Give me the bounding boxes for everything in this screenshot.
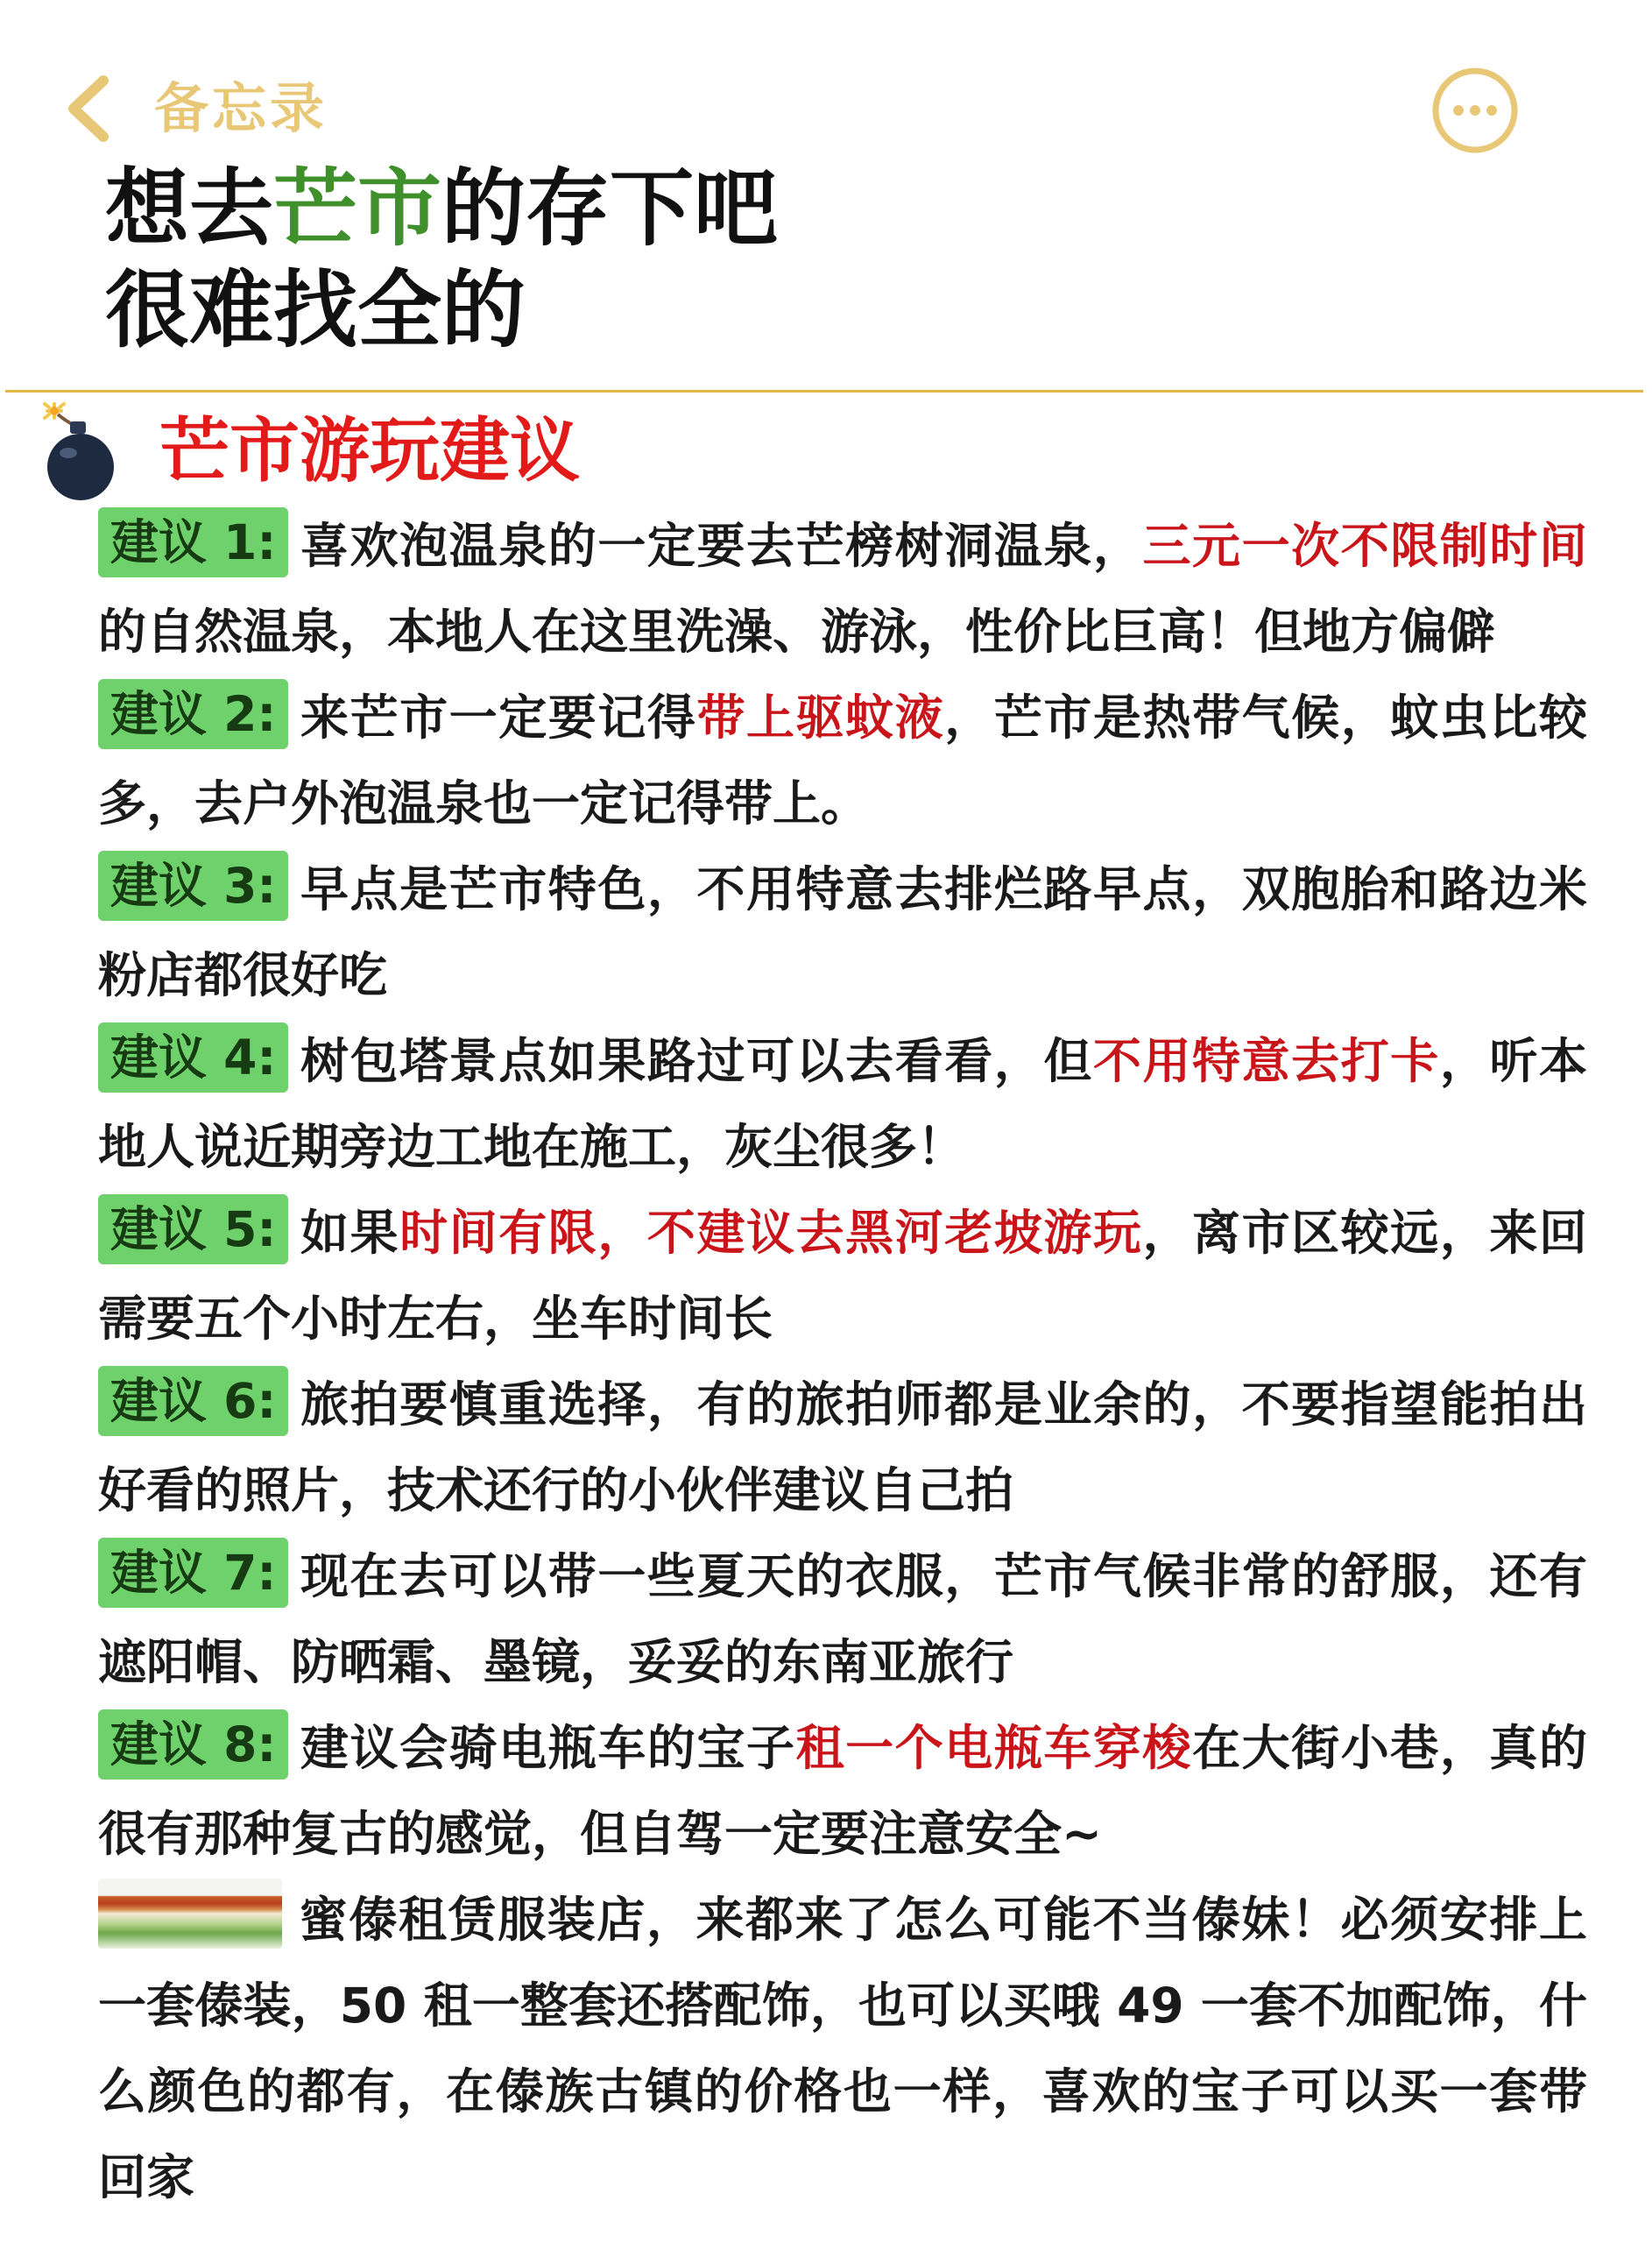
tip-tag: 建议 2: xyxy=(98,679,288,749)
tip-tag: 建议 3: xyxy=(98,851,288,921)
tip-item xyxy=(98,503,1587,675)
tip-text: ，离市区较远，来回需要五个小时左右，坐车时间长 xyxy=(98,1205,1587,1347)
shop-photo-thumbnail xyxy=(98,1879,282,1949)
tip-tag: 建议 4: xyxy=(98,1022,288,1093)
section-header xyxy=(35,399,580,504)
title-line-2: 很难找全的 xyxy=(105,261,526,359)
tip-item xyxy=(98,1190,1587,1362)
back-label: 备忘录 xyxy=(154,76,328,140)
tip-item xyxy=(98,846,1587,1018)
divider xyxy=(5,390,1643,393)
tip-tag: 建议 8: xyxy=(98,1709,288,1780)
tip-text: 现在去可以带一些夏天的衣服，芒市气候非常的舒服，还有遮阳帽、防晒霜、墨镜，妥妥的东南亚旅行 xyxy=(98,1548,1587,1690)
tip-item xyxy=(98,1877,1587,2220)
title-text-post: 的存下吧 xyxy=(441,159,778,258)
tip-tag: 建议 1: xyxy=(98,507,288,577)
tip-text: 早点是芒市特色，不用特意去排烂路早点，双胞胎和路边米粉店都很好吃 xyxy=(98,861,1587,1003)
chevron-left-icon xyxy=(61,74,116,144)
tip-text: 来芒市一定要记得 xyxy=(299,690,697,746)
title-text-pre: 想去 xyxy=(105,159,273,258)
tip-item xyxy=(98,1362,1587,1533)
title-line-1 xyxy=(105,158,1331,259)
tip-item xyxy=(98,1533,1587,1705)
tip-text: ，芒市是热带气候，蚊虫比较多，去户外泡温泉也一定记得带上。 xyxy=(98,690,1587,831)
tip-highlight-text: 租一个电瓶车穿梭 xyxy=(795,1720,1193,1776)
tip-highlight-text: 三元一次不限制时间 xyxy=(1142,518,1587,574)
tip-text: 喜欢泡温泉的一定要去芒榜树洞温泉， xyxy=(299,518,1143,574)
title-highlight: 芒市 xyxy=(273,159,441,258)
tip-item xyxy=(98,675,1587,846)
tip-text: 旅拍要慎重选择，有的旅拍师都是业余的，不要指望能拍出好看的照片，技术还行的小伙伴建议自己拍 xyxy=(98,1376,1587,1518)
tip-highlight-text: 不用特意去打卡 xyxy=(1092,1033,1440,1089)
tip-text: ，听本地人说近期旁边工地在施工，灰尘很多！ xyxy=(98,1033,1587,1175)
tip-tag: 建议 6: xyxy=(98,1366,288,1436)
nav-bar xyxy=(0,0,1652,175)
tip-highlight-text: 时间有限，不建议去黑河老坡游玩 xyxy=(399,1205,1143,1261)
tip-text: 建议会骑电瓶车的宝子 xyxy=(299,1720,796,1776)
more-dots-icon[interactable] xyxy=(1430,65,1521,156)
tip-tag: 建议 5: xyxy=(98,1194,288,1264)
tip-text: 树包塔景点如果路过可以去看看，但 xyxy=(299,1033,1093,1089)
tips-list xyxy=(98,503,1587,2220)
bomb-icon xyxy=(35,399,126,504)
tip-highlight-text: 带上驱蚊液 xyxy=(696,690,945,746)
tip-text: 蜜傣租赁服装店，来都来了怎么可能不当傣妹！必须安排上一套傣装，50 租一整套还搭配饰，也可以买哦 49 一套不加配饰，什么颜色的都有，在傣族古镇的价格也一样，喜欢的宝子可以买一套带回家 xyxy=(98,1892,1587,2205)
tip-tag: 建议 7: xyxy=(98,1538,288,1608)
tip-text: 的自然温泉，本地人在这里洗澡、游泳，性价比巨高！但地方偏僻 xyxy=(98,604,1496,660)
page-title xyxy=(105,158,1331,361)
section-title: 芒市游玩建议 xyxy=(159,410,580,492)
tip-text: 如果 xyxy=(299,1205,400,1261)
tip-text: 在大街小巷，真的很有那种复古的感觉，但自驾一定要注意安全~ xyxy=(98,1720,1587,1862)
tip-item xyxy=(98,1705,1587,1877)
back-button[interactable] xyxy=(61,74,328,144)
tip-item xyxy=(98,1018,1587,1190)
